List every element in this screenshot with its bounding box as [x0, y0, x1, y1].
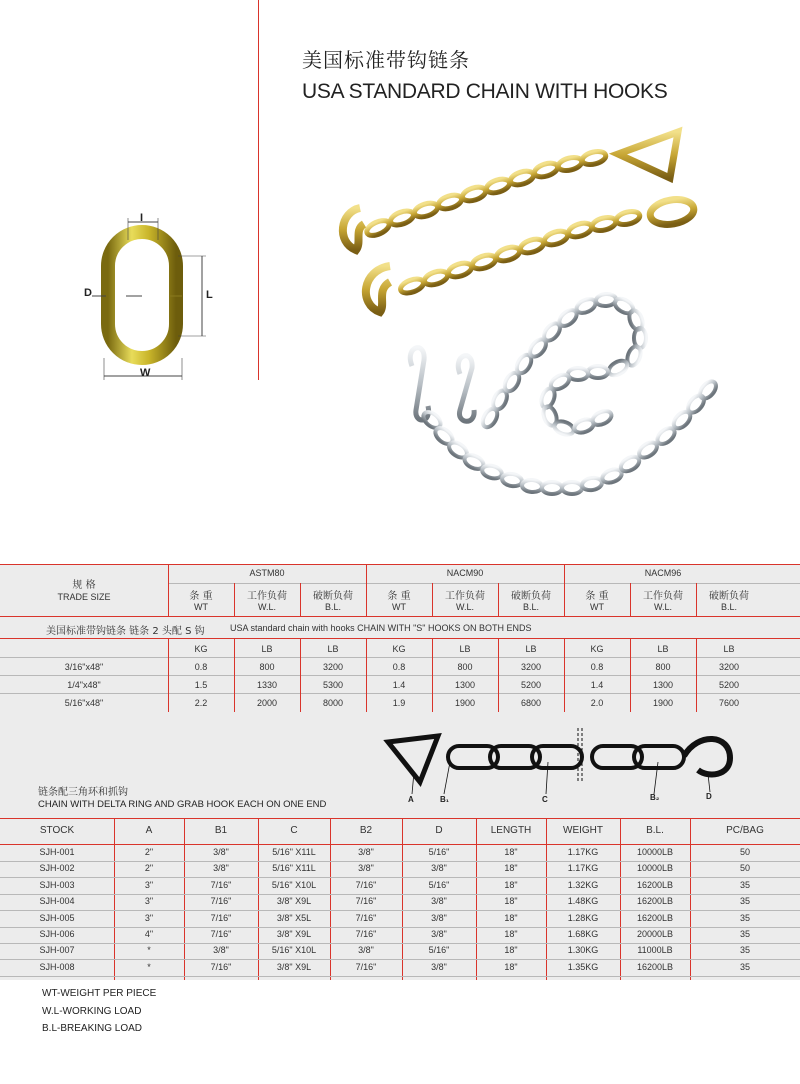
- delta-ring-grab-hook-diagram: [378, 722, 738, 808]
- spec-label-en: TRADE SIZE: [57, 592, 111, 602]
- stock-cell: 16200LB: [636, 912, 674, 923]
- stock-cell: 7/16": [355, 896, 377, 907]
- stock-cell: 50: [739, 847, 750, 857]
- stock-cell: 5/16" X10L: [271, 879, 317, 890]
- dim-label-i: I: [140, 212, 144, 224]
- section2-caption-en: CHAIN WITH DELTA RING AND GRAB HOOK EACH ON ONE END: [38, 799, 327, 810]
- spec-row-value: 1900: [454, 698, 476, 708]
- stock-cell: 18": [504, 912, 518, 923]
- spec-sub-header-en: WT: [194, 602, 208, 612]
- spec-sub-header-en: B.L.: [720, 602, 737, 612]
- stock-cell: 5/16" X11L: [272, 863, 316, 874]
- stock-cell: 18": [504, 879, 518, 890]
- spec-sub-header-en: WT: [392, 602, 406, 612]
- chain-product-photo: [320, 120, 740, 510]
- stock-cell: 3/8": [358, 945, 374, 956]
- spec-row-size: 5/16"x48": [64, 698, 104, 708]
- spec-row-value: 3200: [322, 662, 344, 672]
- divider-line: [258, 0, 259, 380]
- spec-sub-header-cn: 条 重: [387, 591, 411, 602]
- spec-label-cn: 规 格: [72, 580, 96, 591]
- stock-cell: 18": [504, 929, 518, 939]
- gold-chain-upper: [343, 132, 678, 250]
- stock-header-cell: STOCK: [39, 825, 75, 836]
- spec-sub-header-en: B.L.: [522, 602, 539, 612]
- stock-cell: 3": [144, 879, 154, 890]
- diagram-label-b1: B₁: [440, 795, 450, 804]
- spec-row-value: 1300: [454, 680, 476, 690]
- stock-cell: 18": [504, 847, 518, 857]
- dim-label-w: W: [140, 367, 151, 379]
- stock-cell: 10000LB: [636, 863, 674, 874]
- stock-cell: 5/16" X11L: [272, 847, 316, 857]
- spec-row-value: 0.8: [194, 662, 208, 672]
- spec-desc-cn: 美国标准带钩链条 链条 2 头配 S 钩: [46, 626, 205, 637]
- stock-cell: 35: [739, 879, 750, 890]
- stock-cell: 3/8" X9L: [276, 929, 312, 939]
- spec-row-value: 1.9: [392, 698, 406, 708]
- spec-row-value: 5300: [322, 680, 344, 690]
- dim-label-d: D: [84, 287, 92, 299]
- stock-cell: 5/16" X10L: [271, 945, 317, 956]
- stock-cell: 18": [504, 896, 518, 907]
- spec-unit-cell: LB: [723, 644, 735, 654]
- stock-cell: 1.32KG: [567, 879, 599, 890]
- diagram-label-b2: B₂: [650, 793, 660, 802]
- stock-cell: 3": [144, 896, 154, 907]
- spec-row-value: 8000: [322, 698, 344, 708]
- spec-row-value: 0.8: [392, 662, 406, 672]
- spec-unit-cell: LB: [459, 644, 471, 654]
- spec-row-value: 3200: [718, 662, 740, 672]
- stock-cell: 3/8": [358, 847, 374, 857]
- stock-cell: 7/16": [210, 879, 232, 890]
- stock-cell: 7/16": [210, 912, 232, 923]
- spec-row-value: 1.5: [194, 680, 208, 690]
- spec-desc-en: USA standard chain with hooks CHAIN WITH "S" HOOKS ON BOTH ENDS: [230, 623, 532, 633]
- stock-cell: 1.28KG: [567, 912, 599, 923]
- title-chinese: 美国标准带钩链条: [302, 48, 470, 72]
- stock-cell: 3": [144, 912, 154, 923]
- spec-row-value: 2000: [256, 698, 278, 708]
- stock-cell: 5/16": [428, 945, 450, 956]
- stock-cell: 3/8": [431, 912, 447, 923]
- spec-row-value: 5200: [520, 680, 542, 690]
- stock-cell: 11000LB: [637, 945, 673, 956]
- spec-group-header: NACM96: [644, 568, 682, 578]
- stock-header-cell: D: [435, 825, 443, 836]
- stock-cell: SJH-006: [39, 929, 75, 939]
- stock-cell: 3/8": [213, 863, 229, 874]
- legend-item-wt: WT-WEIGHT PER PIECE: [42, 988, 157, 999]
- stock-cell: 16200LB: [636, 896, 674, 907]
- stock-cell: 50: [739, 863, 750, 874]
- stock-cell: SJH-002: [39, 863, 75, 874]
- spec-unit-cell: KG: [590, 644, 604, 654]
- spec-sub-header-cn: 工作负荷: [247, 591, 287, 602]
- stock-cell: 18": [504, 863, 518, 874]
- spec-row-value: 6800: [520, 698, 542, 708]
- stock-cell: 7/16": [210, 929, 232, 939]
- stock-cell: 7/16": [355, 879, 377, 890]
- stock-cell: 3/8": [431, 896, 447, 907]
- spec-row-value: 0.8: [590, 662, 604, 672]
- stock-cell: SJH-004: [39, 896, 75, 907]
- diagram-label-a: A: [408, 795, 414, 804]
- spec-sub-header-en: B.L.: [324, 602, 341, 612]
- stock-cell: SJH-007: [39, 945, 75, 956]
- spec-row-value: 1.4: [392, 680, 406, 690]
- spec-sub-header-cn: 破断负荷: [313, 591, 353, 602]
- stock-cell: 3/8": [213, 847, 229, 857]
- stock-cell: 1.17KG: [567, 863, 599, 874]
- stock-cell: 7/16": [355, 912, 377, 923]
- spec-row-value: 5200: [718, 680, 740, 690]
- stock-cell: 5/16": [428, 847, 450, 857]
- spec-row-size: 1/4"x48": [67, 680, 101, 690]
- spec-group-header: NACM90: [446, 568, 484, 578]
- spec-sub-header-cn: 工作负荷: [445, 591, 485, 602]
- link-ring: [108, 232, 176, 358]
- stock-cell: 16200LB: [636, 961, 674, 972]
- stock-cell: 7/16": [210, 896, 232, 907]
- stock-cell: SJH-001: [39, 847, 75, 857]
- stock-cell: 35: [739, 912, 750, 923]
- stock-cell: 35: [739, 945, 750, 956]
- stock-header-cell: C: [290, 825, 298, 836]
- stock-cell: 35: [739, 961, 750, 972]
- legend-item-wl: W.L-WORKING LOAD: [42, 1006, 142, 1017]
- spec-unit-cell: LB: [261, 644, 273, 654]
- stock-cell: 1.30KG: [567, 945, 599, 956]
- spec-row-value: 7600: [718, 698, 740, 708]
- stock-cell: 3/8": [358, 863, 374, 874]
- stock-cell: 18": [504, 961, 518, 972]
- stock-cell: 1.35KG: [567, 961, 599, 972]
- spec-row-value: 800: [457, 662, 473, 672]
- section2-caption-cn: 链条配三角环和抓钩: [38, 787, 128, 798]
- diagram-label-d: D: [706, 792, 712, 801]
- stock-cell: 35: [739, 929, 750, 939]
- spec-row-value: 2.0: [590, 698, 604, 708]
- stock-cell: 3/8": [431, 961, 447, 972]
- stock-cell: SJH-003: [39, 879, 75, 890]
- stock-cell: 5/16": [428, 879, 450, 890]
- stock-cell: 3/8" X9L: [276, 961, 312, 972]
- stock-header-cell: B1: [214, 825, 228, 836]
- stock-cell: 7/16": [355, 929, 377, 939]
- legend-item-bl: B.L-BREAKING LOAD: [42, 1023, 143, 1034]
- stock-cell: 18": [504, 945, 518, 956]
- spec-unit-cell: LB: [525, 644, 537, 654]
- spec-row-value: 1900: [652, 698, 674, 708]
- spec-row-value: 1300: [652, 680, 674, 690]
- chain-link-diagram: [70, 210, 210, 390]
- stock-header-cell: WEIGHT: [563, 825, 603, 836]
- stock-header-cell: A: [145, 825, 153, 836]
- stock-cell: 4": [144, 929, 154, 939]
- spec-sub-header-cn: 条 重: [585, 591, 609, 602]
- spec-sub-header-cn: 破断负荷: [511, 591, 551, 602]
- stock-cell: *: [147, 945, 151, 956]
- stock-cell: 35: [739, 896, 750, 907]
- spec-sub-header-en: W.L.: [653, 602, 672, 612]
- stock-cell: 3/8" X5L: [276, 912, 312, 923]
- spec-row-value: 800: [259, 662, 275, 672]
- spec-unit-cell: LB: [657, 644, 669, 654]
- spec-row-value: 3200: [520, 662, 542, 672]
- stock-header-cell: B2: [359, 825, 373, 836]
- stock-cell: 1.17KG: [567, 847, 599, 857]
- spec-unit-cell: KG: [392, 644, 406, 654]
- stock-cell: 3/8" X9L: [276, 896, 312, 907]
- stock-cell: 16200LB: [636, 879, 674, 890]
- stock-cell: 2": [144, 847, 154, 857]
- stock-header-cell: LENGTH: [490, 825, 532, 836]
- stock-cell: 1.68KG: [567, 929, 599, 939]
- stock-cell: *: [147, 961, 151, 972]
- spec-unit-cell: KG: [194, 644, 208, 654]
- spec-sub-header-en: W.L.: [455, 602, 474, 612]
- spec-unit-cell: LB: [327, 644, 339, 654]
- stock-cell: 3/8": [431, 929, 447, 939]
- stock-cell: SJH-005: [39, 912, 75, 923]
- spec-sub-header-cn: 条 重: [189, 591, 213, 602]
- spec-sub-header-cn: 破断负荷: [709, 591, 749, 602]
- spec-row-value: 800: [655, 662, 671, 672]
- spec-sub-header-cn: 工作负荷: [643, 591, 683, 602]
- spec-row-value: 2.2: [194, 698, 208, 708]
- stock-header-cell: B.L.: [646, 825, 664, 836]
- spec-row-value: 1330: [256, 680, 278, 690]
- spec-sub-header-en: WT: [590, 602, 604, 612]
- stock-cell: 10000LB: [636, 847, 674, 857]
- stock-cell: 1.48KG: [567, 896, 599, 907]
- diagram-label-c: C: [542, 795, 548, 804]
- spec-row-value: 1.4: [590, 680, 604, 690]
- stock-cell: 3/8": [213, 945, 229, 956]
- stock-cell: 20000LB: [636, 929, 674, 939]
- stock-cell: 3/8": [431, 863, 447, 874]
- silver-chain-s-hooks: [410, 293, 719, 494]
- title-english: USA STANDARD CHAIN WITH HOOKS: [302, 80, 668, 103]
- spec-sub-header-en: W.L.: [257, 602, 276, 612]
- stock-cell: SJH-008: [39, 961, 75, 972]
- stock-cell: 2": [144, 863, 154, 874]
- stock-cell: 7/16": [355, 961, 377, 972]
- spec-row-size: 3/16"x48": [64, 662, 104, 672]
- spec-group-header: ASTM80: [249, 568, 285, 578]
- stock-header-cell: PC/BAG: [726, 825, 764, 836]
- stock-cell: 7/16": [210, 961, 232, 972]
- dim-label-l: L: [206, 289, 213, 301]
